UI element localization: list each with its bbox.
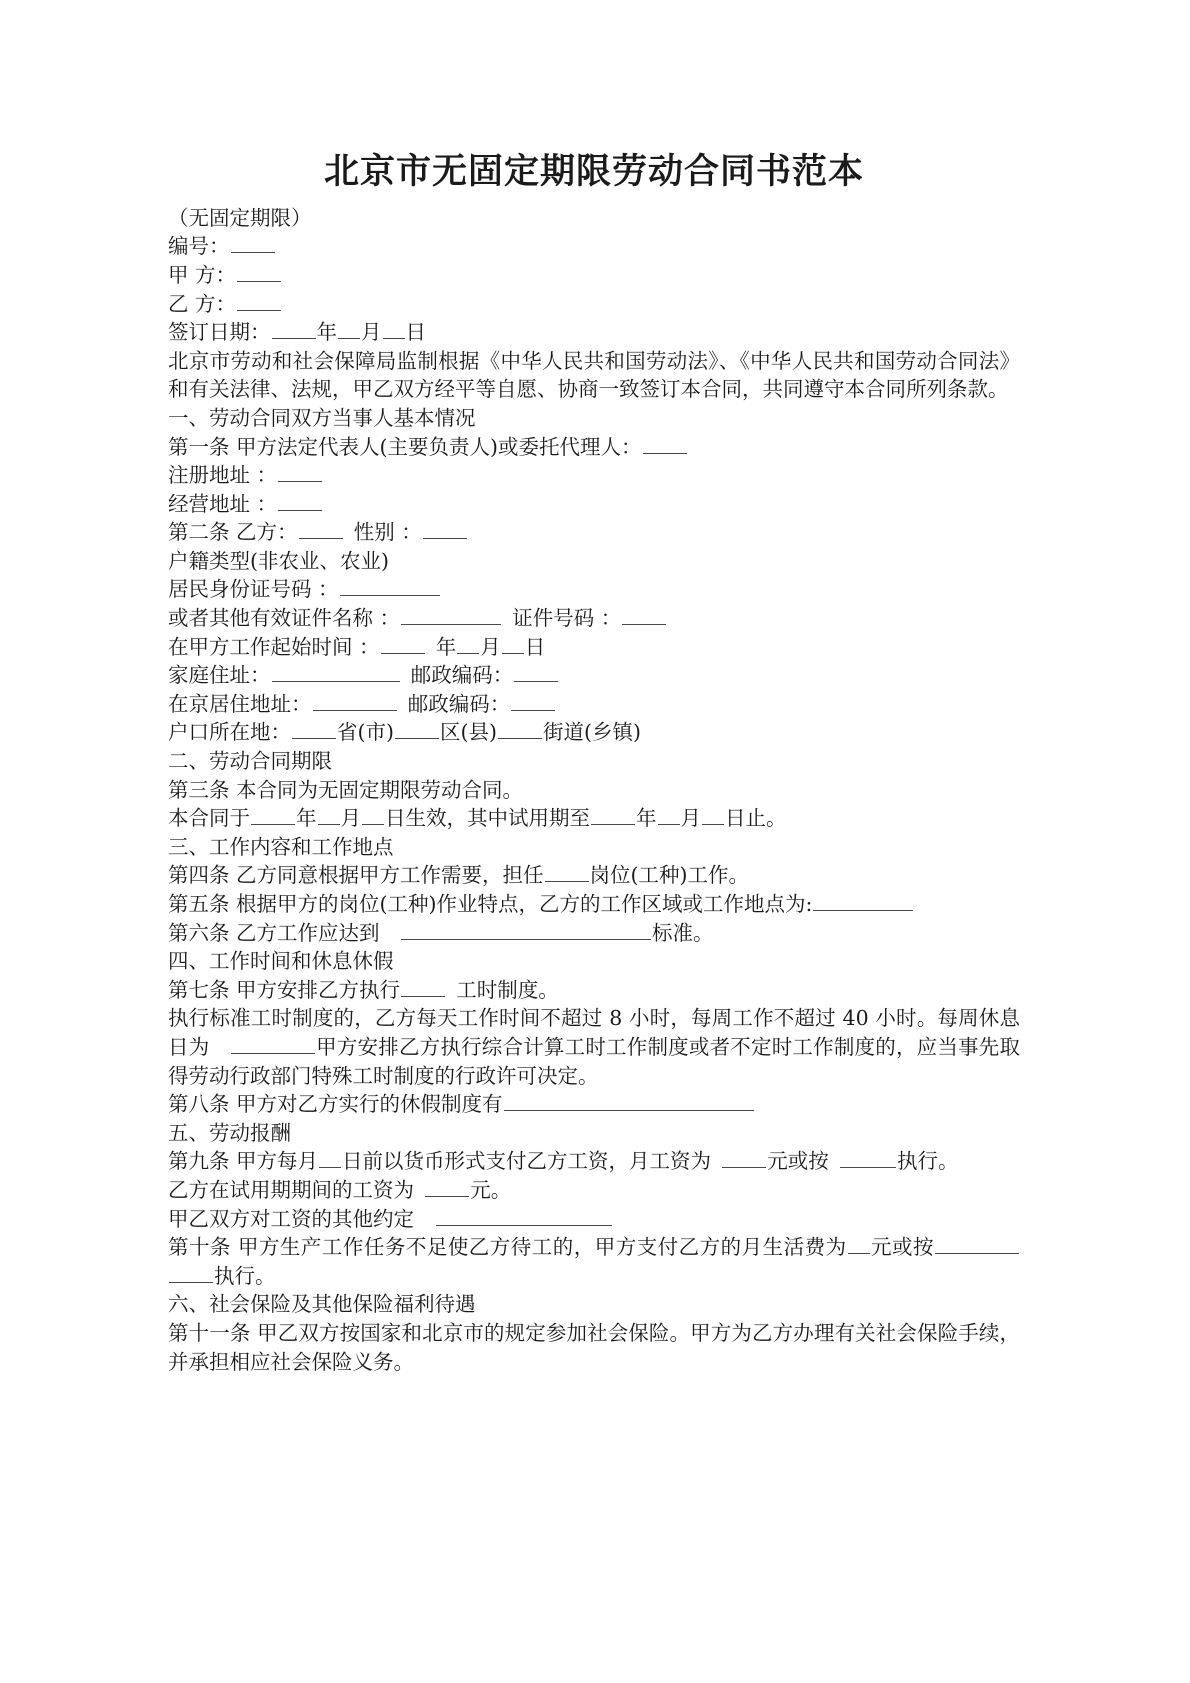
start-time-year-blank[interactable]: [381, 633, 425, 653]
start-time-line: [168, 633, 1020, 662]
id-number-blank[interactable]: [340, 576, 440, 596]
article-7-line: [168, 976, 1020, 1005]
article-1-line: [168, 433, 1020, 462]
article-1-text: 第一条 甲方法定代表人(主要负责人)或委托代理人：: [168, 434, 642, 459]
registered-address-label: 注册地址 ：: [168, 463, 278, 488]
year-unit: 年: [316, 320, 337, 345]
section-heading-4: 四、工作时间和休息休假: [168, 949, 394, 974]
hukou-type-line: 户籍类型(非农业、农业): [168, 548, 389, 573]
street-unit: 街道(乡镇): [543, 720, 641, 745]
other-wage-agreement-line: [168, 1205, 1020, 1234]
article-10-line: [168, 1233, 1020, 1290]
start-time-day-blank[interactable]: [502, 633, 524, 653]
article-9-yuan: 元或按: [767, 1149, 829, 1174]
article-9-end: 执行。: [897, 1149, 959, 1174]
other-wage-agreement-label: 甲乙双方对工资的其他约定: [168, 1206, 414, 1231]
year-unit: 年: [296, 806, 317, 831]
party-b-name-blank[interactable]: [299, 519, 343, 539]
article-9-line: [168, 1147, 1020, 1176]
probation-month-blank[interactable]: [658, 805, 680, 825]
article-7-paragraph: [168, 1004, 1020, 1090]
beijing-address-label: 在京居住地址：: [168, 691, 312, 716]
home-address-label: 家庭住址：: [168, 663, 271, 688]
home-postcode-blank[interactable]: [514, 662, 558, 682]
contract-number-label: 编号：: [168, 234, 230, 259]
article-7b-suffix: 甲方安排乙方执行综合计算工时工作制度或者不定时工作制度的，应当事先取得劳动行政部门特殊工时制度的行政许可决定。: [168, 1034, 1021, 1088]
article-6-prefix: 第六条 乙方工作应达到: [168, 920, 380, 945]
working-hours-system-blank[interactable]: [401, 976, 445, 996]
hukou-location-line: [168, 718, 1020, 747]
start-time-label: 在甲方工作起始时间 ：: [168, 634, 380, 659]
id-number-label: 居民身份证号码 ：: [168, 577, 339, 602]
article-8-line: [168, 1090, 1020, 1119]
contract-number-line: [168, 232, 1020, 261]
registered-address-line: [168, 461, 1020, 490]
other-cert-name-blank[interactable]: [401, 605, 501, 625]
hukou-location-label: 户口所在地：: [168, 720, 291, 745]
month-unit: 月: [480, 634, 501, 659]
article-3-line: 第三条 本合同为无固定期限劳动合同。: [168, 777, 524, 802]
registered-address-blank[interactable]: [278, 462, 322, 482]
province-blank[interactable]: [292, 719, 336, 739]
gender-label: 性别 ：: [353, 520, 422, 545]
probation-wage-prefix: 乙方在试用期期间的工资为: [168, 1177, 414, 1202]
article-8-text: 第八条 甲方对乙方实行的休假制度有: [168, 1092, 503, 1117]
living-allowance-basis-blank-2[interactable]: [169, 1262, 213, 1282]
probation-wage-line: [168, 1176, 1020, 1205]
year-unit: 年: [435, 634, 457, 659]
beijing-postcode-blank[interactable]: [511, 690, 555, 710]
other-cert-line: [168, 604, 1020, 633]
other-cert-name-label: 或者其他有效证件名称 ：: [168, 606, 401, 631]
page-title: 北京市无固定期限劳动合同书范本: [323, 151, 864, 192]
sign-date-line: [168, 318, 1020, 347]
postcode-label: 邮政编码：: [407, 691, 511, 716]
home-address-blank[interactable]: [272, 662, 400, 682]
article-10-end: 执行。: [214, 1263, 276, 1288]
article-5-line: [168, 890, 1020, 919]
preamble-paragraph: 北京市劳动和社会保障局监制根据《中华人民共和国劳动法》、《中华人民共和国劳动合同法》和有关法律、法规，甲乙双方经平等自愿、协商一致签订本合同，共同遵守本合同所列条款。: [168, 348, 1020, 402]
article-7b-prefix: 执行标准工时制度的，乙方每天工作时间不超过 8 小时，每周工作不超过 40 小时。每周休息日为: [168, 1006, 1020, 1059]
article-9-prefix: 第九条 甲方每月: [168, 1149, 319, 1174]
leave-system-blank[interactable]: [504, 1091, 754, 1111]
probation-day-blank[interactable]: [702, 805, 724, 825]
district-blank[interactable]: [395, 719, 439, 739]
sign-date-label: 签订日期：: [168, 320, 271, 345]
province-unit: 省(市): [337, 720, 394, 745]
effective-date-line: [168, 804, 1020, 833]
article-11-line: 第十一条 甲乙双方按国家和北京市的规定参加社会保险。甲方为乙方办理有关社会保险手续，并承担相应社会保险义务。: [168, 1320, 1020, 1374]
sign-date-year-blank[interactable]: [272, 319, 316, 339]
article-4-line: [168, 861, 1020, 890]
section-heading-5: 五、劳动报酬: [168, 1120, 291, 1145]
section-heading-2: 二、劳动合同期限: [168, 749, 332, 774]
living-allowance-blank[interactable]: [848, 1234, 870, 1254]
month-unit: 月: [340, 806, 361, 831]
article-9-middle: 日前以货币形式支付乙方工资，月工资为: [342, 1149, 712, 1174]
effective-day-blank[interactable]: [362, 805, 384, 825]
cert-number-blank[interactable]: [622, 605, 666, 625]
party-a-label: 甲 方：: [168, 262, 237, 287]
rest-day-blank[interactable]: [231, 1034, 315, 1054]
section-heading-3: 三、工作内容和工作地点: [168, 834, 394, 859]
article-7-prefix: 第七条 甲方安排乙方执行: [168, 977, 401, 1002]
day-unit: 日: [524, 634, 546, 659]
article-4-suffix: 岗位(工种)工作。: [589, 863, 750, 888]
living-allowance-basis-blank[interactable]: [935, 1234, 1019, 1254]
business-address-label: 经营地址 ：: [168, 491, 278, 516]
article-1-blank[interactable]: [643, 433, 687, 453]
other-wage-agreement-blank[interactable]: [436, 1205, 612, 1225]
probation-year-blank[interactable]: [591, 805, 635, 825]
sign-date-month-blank[interactable]: [338, 319, 360, 339]
month-unit: 月: [680, 806, 701, 831]
party-a-blank[interactable]: [237, 261, 281, 281]
day-unit: 日: [405, 320, 426, 345]
contract-number-blank[interactable]: [231, 233, 275, 253]
work-location-blank[interactable]: [813, 891, 913, 911]
article-7-suffix: 工时制度。: [456, 977, 559, 1002]
article-2-text: 第二条 乙方：: [168, 520, 298, 545]
subtitle-text: （无固定期限）: [168, 205, 312, 230]
article-2-line: [168, 518, 1020, 547]
party-b-line: [168, 290, 1020, 319]
party-a-line: [168, 261, 1020, 290]
document-body: [168, 204, 1020, 1376]
article-10-prefix: 第十条 甲方生产工作任务不足使乙方待工的，甲方支付乙方的月生活费为: [168, 1235, 847, 1260]
article-6-line: [168, 919, 1020, 948]
section-heading-6: 六、社会保险及其他保险福利待遇: [168, 1292, 476, 1317]
article-4-prefix: 第四条 乙方同意根据甲方工作需要，担任: [168, 863, 544, 888]
article-6-suffix: 标准。: [652, 920, 714, 945]
beijing-address-blank[interactable]: [313, 690, 397, 710]
article-5-text: 第五条 根据甲方的岗位(工种)作业特点，乙方的工作区域或工作地点为:: [168, 892, 813, 916]
cert-number-label: 证件号码 ：: [512, 606, 622, 631]
month-unit: 月: [361, 320, 382, 345]
article-10-middle: 元或按: [870, 1235, 935, 1260]
id-number-line: [168, 575, 1020, 604]
wage-basis-blank[interactable]: [840, 1148, 896, 1168]
effective-prefix: 本合同于: [168, 806, 250, 831]
party-b-blank[interactable]: [237, 290, 281, 310]
start-time-month-blank[interactable]: [457, 633, 479, 653]
district-unit: 区(县): [440, 720, 497, 745]
home-address-line: [168, 661, 1020, 690]
business-address-blank[interactable]: [278, 490, 322, 510]
year-unit: 年: [636, 806, 657, 831]
effective-month-blank[interactable]: [318, 805, 340, 825]
probation-wage-suffix: 元。: [470, 1177, 512, 1202]
postcode-label: 邮政编码：: [410, 663, 514, 688]
section-heading-1: 一、劳动合同双方当事人基本情况: [168, 405, 476, 430]
street-blank[interactable]: [498, 719, 542, 739]
beijing-address-line: [168, 690, 1020, 719]
sign-date-day-blank[interactable]: [383, 319, 405, 339]
probation-wage-blank[interactable]: [425, 1176, 469, 1196]
position-blank[interactable]: [545, 862, 589, 882]
work-standard-blank[interactable]: [401, 919, 651, 939]
effective-year-blank[interactable]: [251, 805, 295, 825]
pay-day-blank[interactable]: [319, 1148, 341, 1168]
party-b-label: 乙 方：: [168, 291, 237, 316]
effective-end: 日止。: [725, 806, 787, 831]
effective-middle: 日生效，其中试用期至: [385, 806, 590, 831]
monthly-wage-blank[interactable]: [722, 1148, 766, 1168]
business-address-line: [168, 490, 1020, 519]
gender-blank[interactable]: [423, 519, 467, 539]
subtitle-line: [168, 204, 1020, 233]
